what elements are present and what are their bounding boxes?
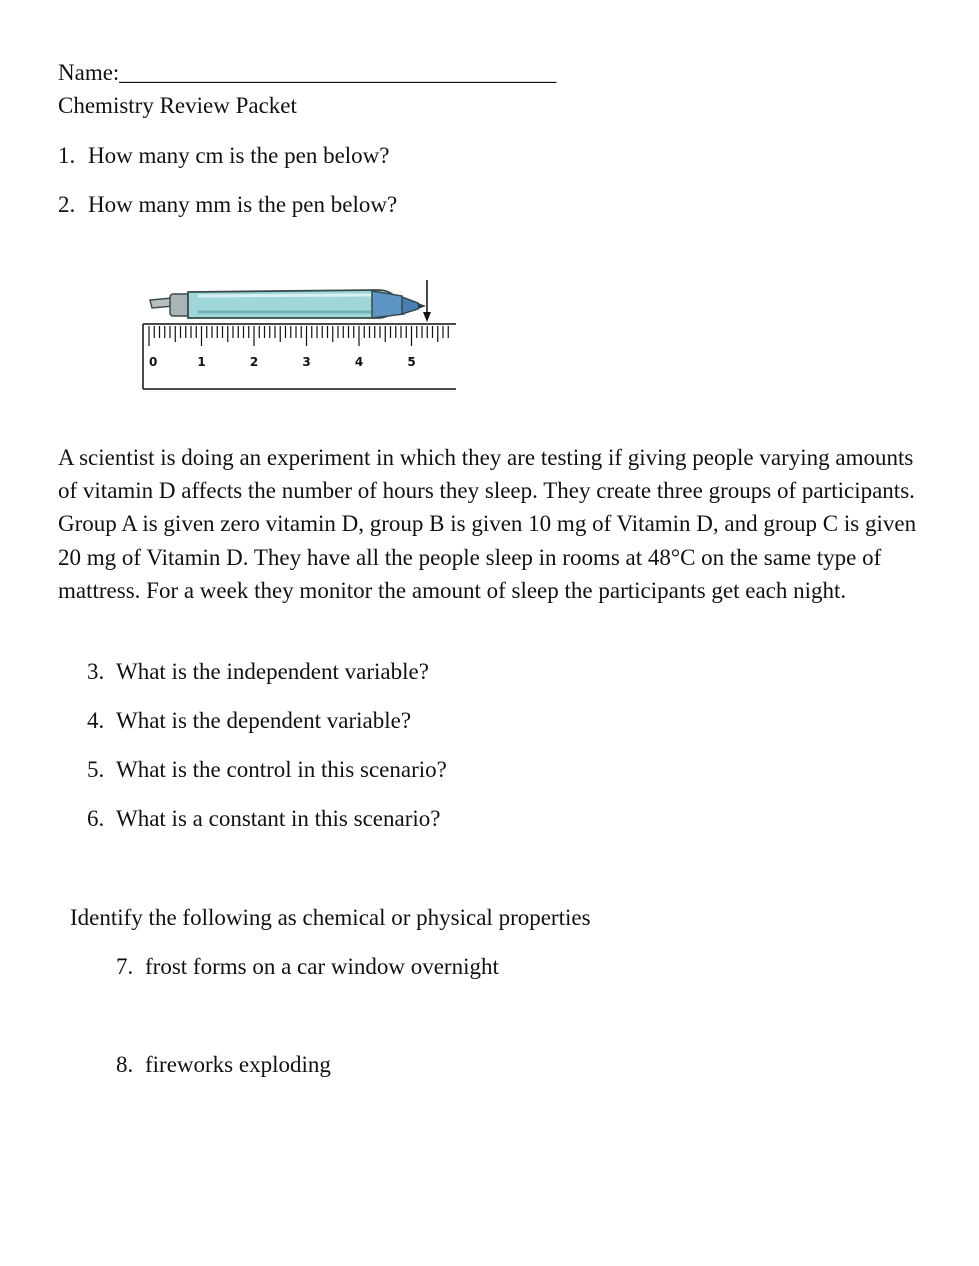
question-8	[116, 1053, 331, 1076]
ruler-ticks	[149, 326, 448, 346]
question-6	[87, 807, 440, 830]
question-number: 7.	[116, 954, 134, 979]
ruler-label: 1	[197, 355, 206, 369]
question-text: frost forms on a car window overnight	[145, 954, 499, 979]
properties-instruction: Identify the following as chemical or physical properties	[70, 905, 591, 930]
question-number: 4.	[87, 708, 105, 733]
question-number: 3.	[87, 659, 105, 684]
question-2	[58, 193, 397, 216]
ruler-label: 5	[407, 355, 416, 369]
question-text: What is a constant in this scenario?	[116, 806, 441, 831]
question-7	[116, 955, 499, 978]
question-text: fireworks exploding	[145, 1052, 331, 1077]
pen-illustration	[150, 290, 426, 318]
ruler-label: 0	[149, 355, 158, 369]
ruler-label: 4	[354, 355, 364, 369]
question-number: 2.	[58, 192, 76, 217]
ruler-labels	[149, 355, 416, 369]
name-field: Name:______________________________________	[58, 60, 557, 85]
question-text: What is the independent variable?	[116, 659, 429, 684]
question-text: How many cm is the pen below?	[88, 143, 390, 168]
question-number: 1.	[58, 143, 76, 168]
ruler-label: 3	[302, 355, 311, 369]
pen-ruler-figure	[140, 278, 456, 394]
question-3	[87, 660, 429, 683]
question-text: What is the control in this scenario?	[116, 757, 447, 782]
page-title: Chemistry Review Packet	[58, 93, 297, 118]
question-4	[87, 709, 411, 732]
arrow-icon	[423, 280, 431, 322]
question-1	[58, 144, 389, 167]
scenario-text: A scientist is doing an experiment in which they are testing if giving people varying amounts of vitamin D affects the number of hours they sleep. They create three groups of participants. Group A is given zero vitamin D, group B is given 10 mg of Vitamin D, and group C is given 20 mg of Vitamin D. They have all the people sleep in rooms at 48°C on the same type of mattress. For a week they monitor the amount of sleep the participants get each night.	[58, 445, 917, 603]
question-text: What is the dependent variable?	[116, 708, 412, 733]
question-number: 5.	[87, 757, 105, 782]
ruler-label: 2	[249, 355, 259, 369]
question-text: How many mm is the pen below?	[88, 192, 398, 217]
question-5	[87, 758, 447, 781]
question-number: 8.	[116, 1052, 134, 1077]
question-number: 6.	[87, 806, 105, 831]
scenario-paragraph	[58, 441, 918, 607]
